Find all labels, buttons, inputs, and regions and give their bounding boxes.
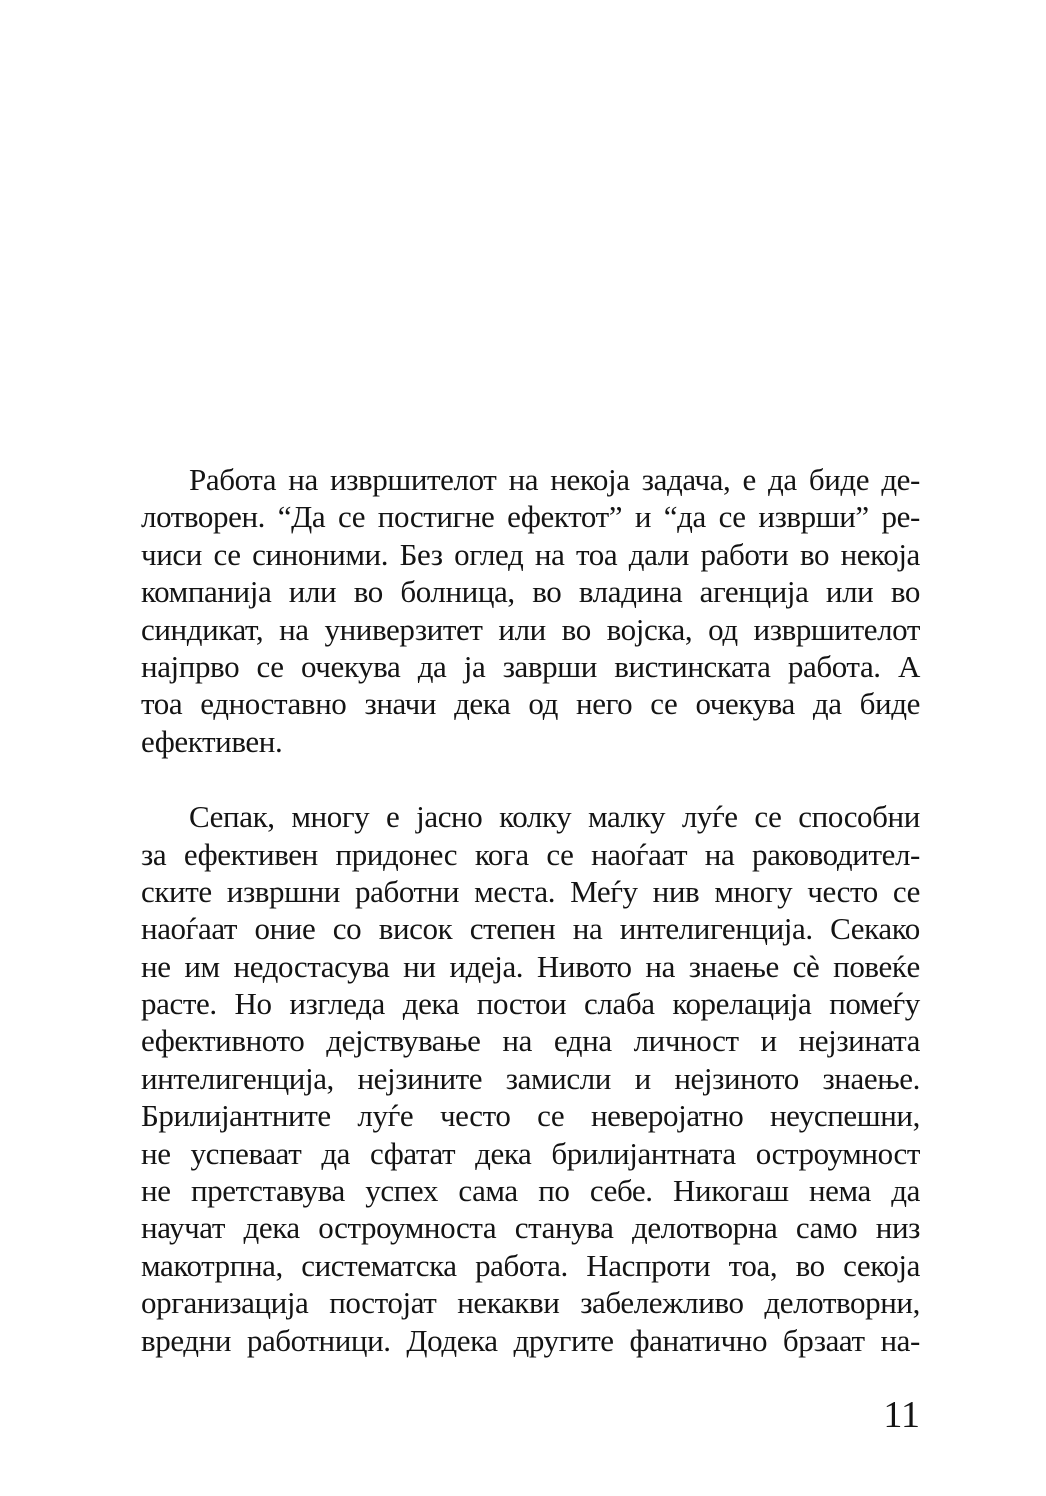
text-line: ефективното дејствување на една личност и нејзината: [141, 1023, 920, 1059]
text-block: [141, 461, 920, 1359]
text-line: не претставува успех сама по себе. Никогаш нема да: [141, 1173, 920, 1209]
text-line: расте. Но изгледа дека постои слаба корелација помеѓу: [141, 986, 920, 1022]
text-line: најпрво се очекува да ја заврши вистинската работа. А: [141, 648, 920, 684]
text-line: ските извршни работни места. Меѓу нив многу често се: [141, 873, 920, 909]
text-line: за ефективен придонес кога се наоѓаат на раководител-: [141, 836, 920, 872]
text-line: организација постојат некакви забележливо делотворни,: [141, 1285, 920, 1321]
text-line: Сепак, многу е јасно колку малку луѓе се способни: [189, 799, 920, 835]
text-line: тоа едноставно значи дека од него се очекува да биде: [141, 686, 920, 722]
text-line: макотрпна, систематска работа. Наспроти тоа, во секоја: [141, 1247, 920, 1283]
text-line: лотворен. “Да се постигне ефектот” и “да се изврши” ре-: [141, 499, 920, 535]
text-line: вредни работници. Додека другите фанатично брзаат на-: [141, 1322, 920, 1358]
text-line: наоѓаат оние со висок степен на интелигенција. Секако: [141, 911, 920, 947]
text-line: ефективен.: [141, 723, 283, 759]
text-line: компанија или во болница, во владина агенција или во: [141, 574, 920, 610]
text-line: научат дека остроумноста станува делотворна само низ: [141, 1210, 920, 1246]
text-line: чиси се синоними. Без оглед на тоа дали работи во некоја: [141, 536, 920, 572]
text-line: не успеваат да сфатат дека брилијантната остроумност: [141, 1135, 920, 1171]
page-number: 11: [883, 1394, 920, 1436]
text-line: не им недостасува ни идеја. Нивото на знаење сè повеќе: [141, 948, 920, 984]
text-line: синдикат, на универзитет или во војска, од извршителот: [141, 611, 920, 647]
paragraph: [141, 798, 920, 1359]
text-line: Работа на извршителот на некоја задача, е да биде де-: [189, 462, 920, 497]
text-line: интелигенција, нејзините замисли и нејзиното знаење.: [141, 1060, 920, 1096]
paragraph: [141, 461, 920, 760]
text-line: Брилијантните луѓе често се неверојатно неуспешни,: [141, 1098, 920, 1134]
